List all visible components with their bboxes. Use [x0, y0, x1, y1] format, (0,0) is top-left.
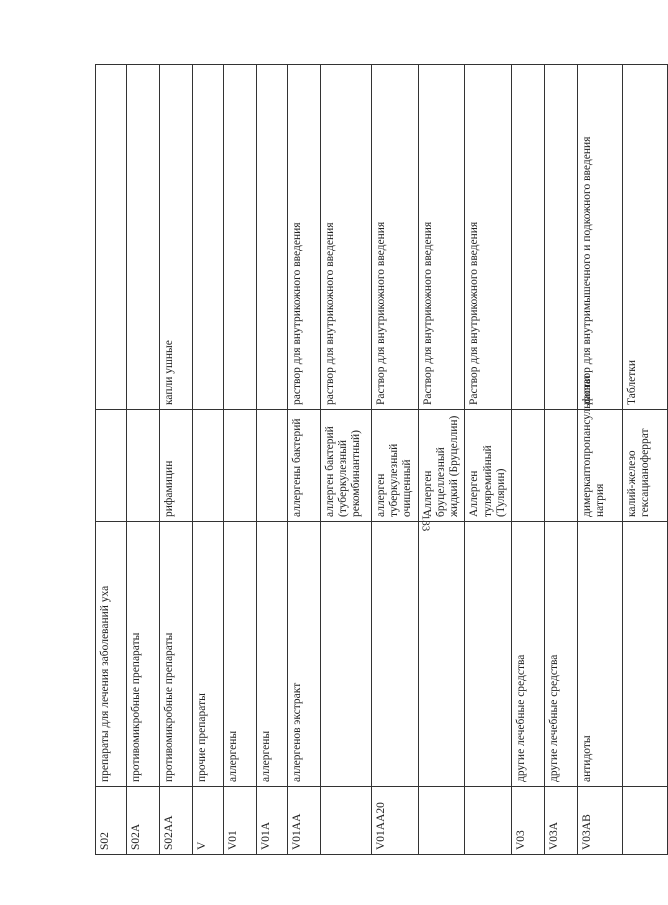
group-name: [622, 522, 667, 787]
atc-code: V01: [224, 787, 257, 855]
group-name: [372, 522, 419, 787]
group-name: [321, 522, 372, 787]
table-row: [321, 65, 372, 855]
inn-name: [127, 410, 160, 522]
group-name: другие лечебные средства: [544, 522, 577, 787]
dosage-form: [127, 65, 160, 410]
inn-name: [257, 410, 288, 522]
atc-code: V03AB: [577, 787, 622, 855]
atc-code: [418, 787, 465, 855]
dosage-form: раствор для внутрикожного введения: [321, 65, 372, 410]
dosage-form: Таблетки: [622, 65, 667, 410]
group-name: [418, 522, 465, 787]
dosage-form: раствор для внутрикожного введения: [288, 65, 321, 410]
dosage-form: [193, 65, 224, 410]
group-name: прочие препараты: [193, 522, 224, 787]
atc-code: S02: [96, 787, 127, 855]
table-row: [622, 65, 667, 855]
table-row: [511, 65, 544, 855]
inn-name: [193, 410, 224, 522]
table-row: [257, 65, 288, 855]
atc-code: V01AA: [288, 787, 321, 855]
group-name: антидоты: [577, 522, 622, 787]
rotated-table-wrapper: [95, 65, 652, 855]
table-row: [465, 65, 512, 855]
group-name: другие лечебные средства: [511, 522, 544, 787]
table-row: [288, 65, 321, 855]
atc-code: V01AA20: [372, 787, 419, 855]
atc-code: V01A: [257, 787, 288, 855]
dosage-form: [257, 65, 288, 410]
table-row: [577, 65, 622, 855]
inn-name: Аллерген бруцеллезный жидкий (Бруцеллин): [418, 410, 465, 522]
inn-name: аллерген бактерий (туберкулезный рекомбинантный): [321, 410, 372, 522]
inn-name: [224, 410, 257, 522]
dosage-form: [544, 65, 577, 410]
group-name: противомикробные препараты: [127, 522, 160, 787]
table-row: [193, 65, 224, 855]
inn-name: [511, 410, 544, 522]
document-page: [95, 65, 652, 855]
dosage-form: [96, 65, 127, 410]
dosage-form: раствор для внутримышечного и подкожного введения: [577, 65, 622, 410]
inn-name: рифамицин: [160, 410, 193, 522]
inn-name: димеркаптопропансульфонат натрия: [577, 410, 622, 522]
atc-code: V: [193, 787, 224, 855]
table-row: [127, 65, 160, 855]
group-name: аллергены: [224, 522, 257, 787]
table-row: [544, 65, 577, 855]
atc-code: V03: [511, 787, 544, 855]
dosage-form: [224, 65, 257, 410]
inn-name: калий-железо гексацианоферрат: [622, 410, 667, 522]
inn-name: аллергены бактерий: [288, 410, 321, 522]
table-row: [96, 65, 127, 855]
group-name: препараты для лечения заболеваний уха: [96, 522, 127, 787]
atc-code: [465, 787, 512, 855]
dosage-form: Раствор для внутрикожного введения: [465, 65, 512, 410]
inn-name: аллерген туберкулезный очищенный: [372, 410, 419, 522]
inn-name: [96, 410, 127, 522]
group-name: аллергены: [257, 522, 288, 787]
drug-registry-table: [95, 64, 668, 855]
table-row: [372, 65, 419, 855]
page-number: 133: [419, 514, 432, 532]
group-name: [465, 522, 512, 787]
group-name: противомикробные препараты: [160, 522, 193, 787]
atc-code: [622, 787, 667, 855]
dosage-form: [511, 65, 544, 410]
dosage-form: Раствор для внутрикожного введения: [418, 65, 465, 410]
dosage-form: Раствор для внутрикожного введения: [372, 65, 419, 410]
atc-code: S02AA: [160, 787, 193, 855]
atc-code: V03A: [544, 787, 577, 855]
atc-code: [321, 787, 372, 855]
table-row: [418, 65, 465, 855]
atc-code: S02A: [127, 787, 160, 855]
dosage-form: капли ушные: [160, 65, 193, 410]
table-row: [160, 65, 193, 855]
inn-name: [544, 410, 577, 522]
inn-name: Аллерген туляремийный (Тулярин): [465, 410, 512, 522]
table-row: [224, 65, 257, 855]
group-name: аллергенов экстракт: [288, 522, 321, 787]
